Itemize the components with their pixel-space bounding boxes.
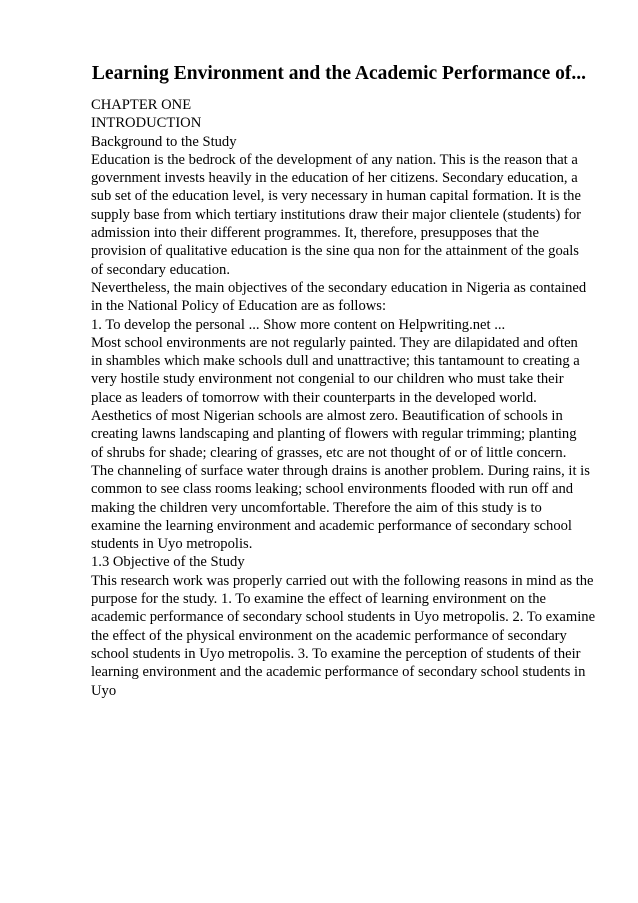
subsection-heading: Background to the Study <box>91 133 237 150</box>
text-line: students in Uyo metropolis. <box>91 536 253 553</box>
text-line: 1. To develop the personal ... Show more content on Helpwriting.net ... <box>91 316 506 333</box>
subsection-heading: 1.3 Objective of the Study <box>91 554 245 571</box>
text-line: Most school environments are not regularly painted. They are dilapidated and often <box>91 334 578 351</box>
text-line: Aesthetics of most Nigerian schools are almost zero. Beautification of schools in <box>91 408 563 425</box>
document-title: Learning Environment and the Academic Performance of... <box>91 63 587 84</box>
text-line: the effect of the physical environment on the academic performance of secondary <box>91 627 567 644</box>
text-line: in the National Policy of Education are as follows: <box>91 298 387 315</box>
text-line: sub set of the education level, is very necessary in human capital formation. It is the <box>91 188 581 205</box>
text-line: very hostile study environment not congenial to our children who must take their <box>91 371 564 388</box>
text-line: place as leaders of tomorrow with their counterparts in the developed world. <box>91 389 537 406</box>
section-heading: INTRODUCTION <box>91 115 202 132</box>
text-line: school students in Uyo metropolis. 3. To examine the perception of students of their <box>91 645 581 662</box>
text-line: admission into their different programmes. It, therefore, presupposes that the <box>91 225 539 242</box>
text-line: common to see class rooms leaking; school environments flooded with run off and <box>91 481 574 498</box>
text-line: This research work was properly carried out with the following reasons in mind as the <box>91 572 594 589</box>
text-line: government invests heavily in the education of her citizens. Secondary education, a <box>91 170 578 187</box>
document-body <box>91 96 601 700</box>
text-line: of secondary education. <box>91 261 230 278</box>
text-line: making the children very uncomfortable. Therefore the aim of this study is to <box>91 499 542 516</box>
text-line: academic performance of secondary school students in Uyo metropolis. 2. To examine <box>91 609 596 626</box>
text-line: of shrubs for shade; clearing of grasses, etc are not thought of or of little concern. <box>91 444 567 461</box>
text-line: examine the learning environment and academic performance of secondary school <box>91 517 572 534</box>
text-line: provision of qualitative education is the sine qua non for the attainment of the goals <box>91 243 579 260</box>
text-line: supply base from which tertiary institutions draw their major clientele (students) for <box>91 206 581 223</box>
text-line: purpose for the study. 1. To examine the effect of learning environment on the <box>91 591 547 608</box>
text-line: Uyo <box>91 682 117 699</box>
text-line: learning environment and the academic performance of secondary school students in <box>91 664 586 681</box>
text-line: Education is the bedrock of the development of any nation. This is the reason that a <box>91 151 578 168</box>
text-line: in shambles which make schools dull and unattractive; this tantamount to creating a <box>91 353 580 370</box>
text-line: Nevertheless, the main objectives of the secondary education in Nigeria as contained <box>91 279 587 296</box>
text-line: creating lawns landscaping and planting of flowers with regular trimming; planting <box>91 426 577 443</box>
chapter-heading: CHAPTER ONE <box>91 97 192 113</box>
text-line: The channeling of surface water through drains is another problem. During rains, it is <box>91 462 590 479</box>
